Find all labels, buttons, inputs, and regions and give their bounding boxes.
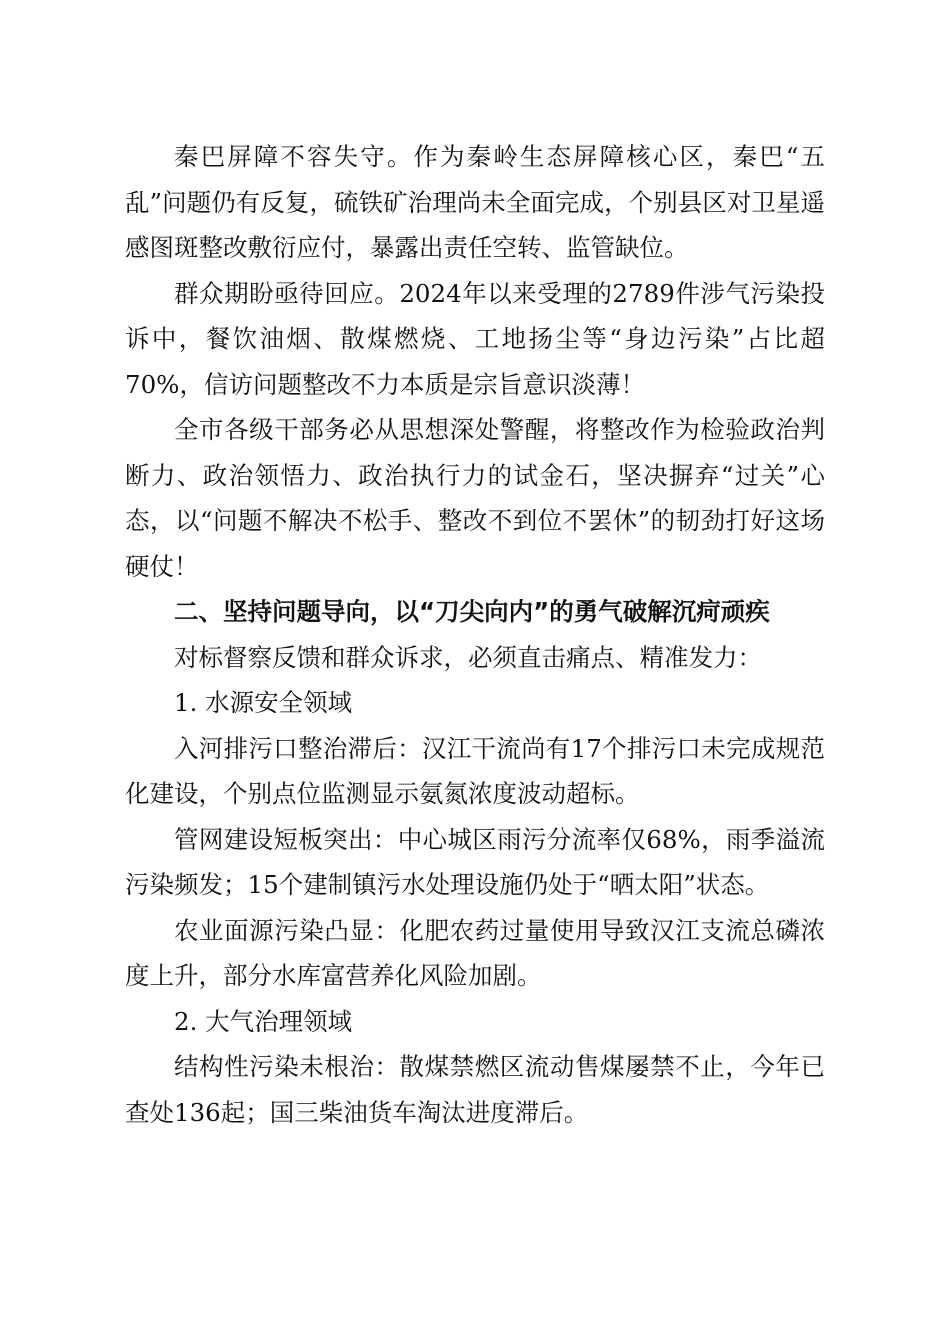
paragraph-pipe-network: 管网建设短板突出：中心城区雨污分流率仅68%，雨季溢流污染频发；15个建制镇污水处理设施仍处于“晒太阳”状态。 xyxy=(125,824,825,899)
paragraph-agricultural-pollution: 农业面源污染凸显：化肥农药过量使用导致汉江支流总磷浓度上升，部分水库富营养化风险加剧。 xyxy=(125,915,825,990)
paragraph-section-intro: 对标督察反馈和群众诉求，必须直击痛点、精准发力： xyxy=(174,642,762,672)
paragraph-cadre-warning: 全市各级干部务必从思想深处警醒，将整改作为检验政治判断力、政治领悟力、政治执行力的试金石，坚决摒弃“过关”心态，以“问题不解决不松手、整改不到位不罢休”的韧劲打好这场硬仗！ xyxy=(125,415,825,581)
subheading-air-governance: 2. 大气治理领域 xyxy=(174,1006,353,1036)
document-body xyxy=(125,134,825,1135)
paragraph-sewage-outlets: 入河排污口整治滞后：汉江干流尚有17个排污口未完成规范化建设，个别点位监测显示氨氮浓度波动超标。 xyxy=(125,733,825,808)
paragraph-qinba-barrier: 秦巴屏障不容失守。作为秦岭生态屏障核心区，秦巴“五乱”问题仍有反复，硫铁矿治理尚未全面完成，个别县区对卫星遥感图斑整改敷衍应付，暴露出责任空转、监管缺位。 xyxy=(125,142,825,262)
subheading-water-safety: 1. 水源安全领域 xyxy=(174,688,353,717)
section-heading-2: 二、坚持问题导向，以“刀尖向内”的勇气破解沉疴顽疾 xyxy=(174,597,770,626)
paragraph-public-expectation: 群众期盼亟待回应。2024年以来受理的2789件涉气污染投诉中，餐饮油烟、散煤燃烧、工地扬尘等“身边污染”占比超70%，信访问题整改不力本质是宗旨意识淡薄！ xyxy=(125,278,825,399)
paragraph-structural-pollution: 结构性污染未根治：散煤禁燃区流动售煤屡禁不止，今年已查处136起；国三柴油货车淘汰进度滞后。 xyxy=(125,1052,825,1127)
